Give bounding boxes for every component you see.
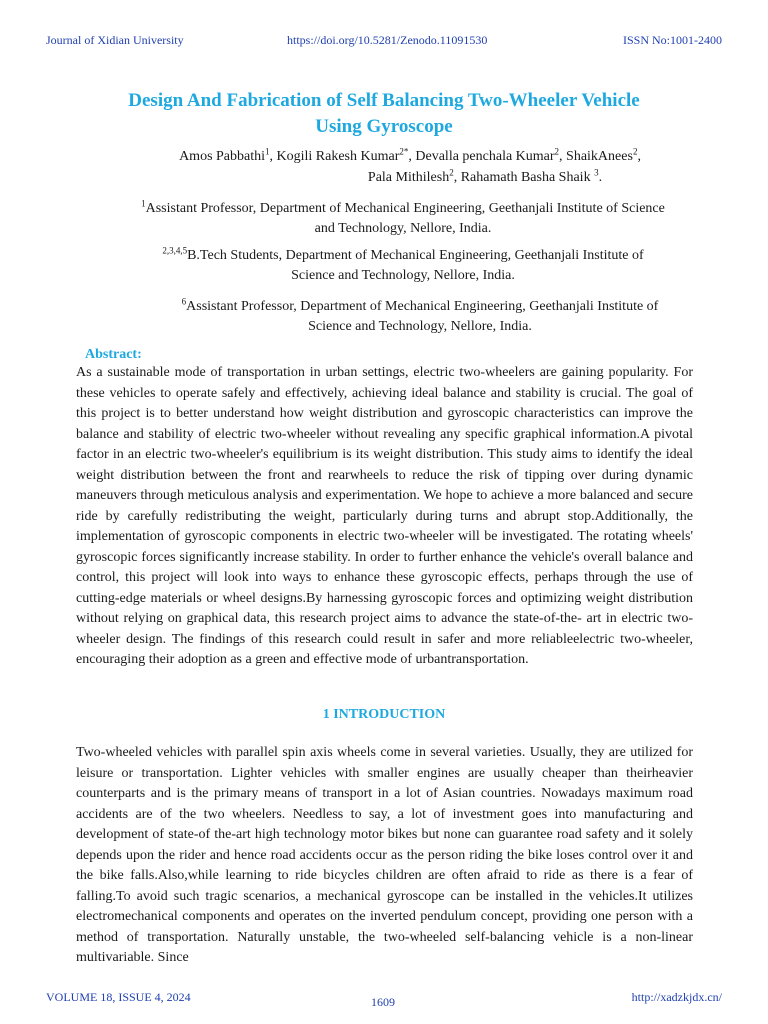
introduction-text: Two-wheeled vehicles with parallel spin axis wheels come in several varieties. Usually, they are utilized for leisure or transportation. Lighter vehicles with smaller engines are usually cheaper than theirheavier counterparts and is the primary means of transport in a lot of Asian countries. Nowadays maximum road accidents are of the two wheelers. Needless to say, a lot of investment goes into manufacturing and development of state-of the-art high technology motor bikes but none can guarantee road safety and it solely depends upon the rider and hence road accidents occur as the person riding the bike loses control over it and the bike falls.Also,while learning to ride bicycles children are often afraid to ride as there is a fear of falling.To avoid such tragic scenarios, a mechanical gyroscope can be installed in the vehicles.It utilizes electromechanical components and operates on the inverted pendulum concept, providing one person with a method of transportation. Naturally unstable, the two-wheeled self-balancing vehicle is a non-linear multivariable. Since [76, 745, 693, 965]
author-line-1 [120, 146, 700, 167]
journal-name: Journal of Xidian University [46, 33, 184, 47]
affiliation-3 [140, 297, 700, 337]
section-heading-introduction: 1 INTRODUCTION [322, 707, 446, 722]
abstract-heading: Abstract: [85, 347, 142, 362]
issn: ISSN No:1001-2400 [622, 33, 722, 47]
affiliation-text: Assistant Professor, Department of Mechanical Engineering, Geethanjali Institute of Science [145, 201, 665, 216]
affiliation-sup: 1 [141, 198, 146, 209]
author-name: Amos Pabbathi [179, 149, 266, 164]
affiliation-text: B.Tech Students, Department of Mechanical Engineering, Geethanjali Institute of [187, 248, 644, 263]
affiliation-line [118, 246, 688, 266]
author-punct: . [598, 170, 603, 185]
title-line-1: Design And Fabrication of Self Balancing Two-Wheeler Vehicle [128, 90, 640, 111]
author-sup: 2 [554, 146, 560, 157]
affiliation-1 [108, 199, 698, 239]
paper-title [0, 88, 768, 140]
affiliation-line: and Technology, Nellore, India. [314, 221, 492, 236]
author-sup: 2 [449, 167, 454, 178]
affiliation-2 [118, 246, 688, 286]
volume-issue: VOLUME 18, ISSUE 4, 2024 [46, 990, 191, 1004]
affiliation-line [108, 199, 698, 219]
journal-url[interactable]: http://xadzkjdx.cn/ [631, 990, 722, 1004]
author-line-2 [120, 167, 700, 188]
affiliation-line: Science and Technology, Nellore, India. [291, 268, 515, 283]
affiliation-line [140, 297, 700, 317]
affiliation-sup: 6 [181, 296, 187, 307]
author-sup: 2* [399, 146, 409, 157]
author-sup: 3 [594, 167, 599, 178]
doi-link[interactable]: https://doi.org/10.5281/Zenodo.11091530 [287, 33, 488, 47]
author-list [120, 146, 700, 188]
author-sup: 1 [265, 146, 270, 157]
title-line-2: Using Gyroscope [315, 116, 453, 137]
affiliation-line: Science and Technology, Nellore, India. [308, 319, 532, 334]
affiliation-sup: 2,3,4,5 [162, 245, 188, 256]
author-punct: , [637, 149, 641, 164]
author-name: , Rahamath Basha Shaik [453, 170, 595, 185]
author-name: , Kogili Rakesh Kumar [269, 149, 400, 164]
abstract-text: As a sustainable mode of transportation in urban settings, electric two-wheelers are gaining popularity. For these vehicles to operate safely and effectively, achieving ideal balance and stability is crucial. The goal of this project is to better understand how weight distribution and gyroscopic characteristics can improve the balance and stability of electric two-wheeler without revealing any specific graphical information.A pivotal factor in an electric two-wheeler's equilibrium is its weight distribution. This study aims to identify the ideal weight distribution between the front and rearwheels to reduce the risk of tipping over during dynamic maneuvers through meticulous analysis and experimentation. We hope to achieve a more balanced and secure ride by carefully redistributing the weight, particularly during turns and abrupt stop.Additionally, the implementation of gyroscopic components in electric two-wheeler will be investigated. The rotating wheels' gyroscopic forces significantly increase stability. In order to further enhance the vehicle's overall balance and control, this project will look into ways to enhance these gyroscopic effects, perhaps through the use of cutting-edge materials or wheel designs.By harnessing gyroscopic forces and optimizing weight distribution without relying on graphical data, this research project aims to advance the state-of-the- art in electric two-wheeler design. The findings of this research could result in safer and more reliableelectric two-wheeler, encouraging their adoption as a green and effective mode of urbantransportation. [76, 365, 693, 667]
author-name: , ShaikAnees [559, 149, 633, 164]
affiliation-text: Assistant Professor, Department of Mechanical Engineering, Geethanjali Institute of [186, 299, 659, 314]
page-number: 1609 [371, 995, 395, 1009]
author-name: , Devalla penchala Kumar [408, 149, 555, 164]
author-sup: 2 [632, 146, 638, 157]
author-name: Pala Mithilesh [367, 170, 450, 185]
